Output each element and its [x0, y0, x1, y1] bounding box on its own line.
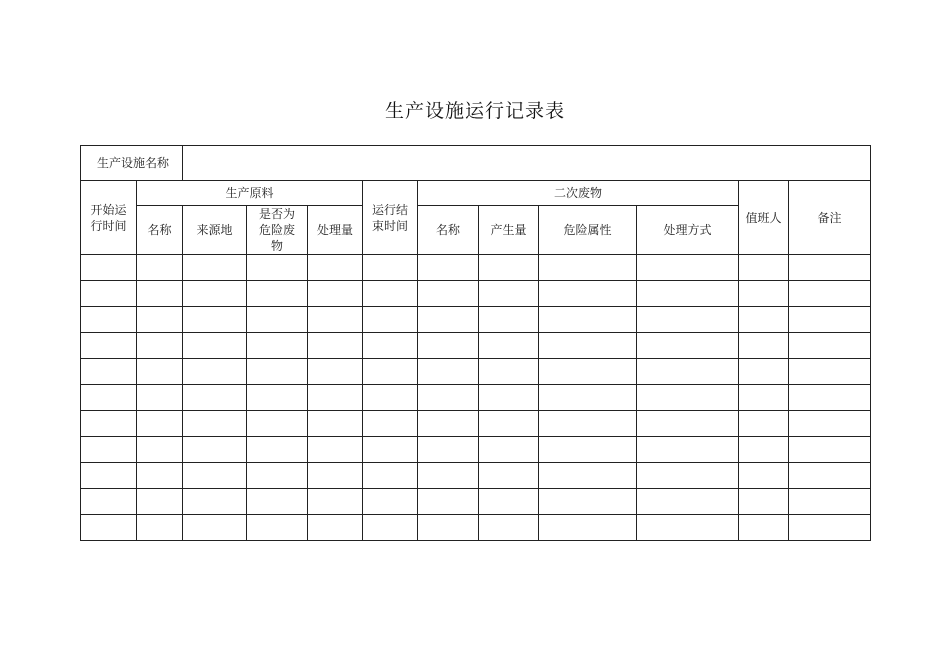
- operation-record-table: [80, 145, 871, 541]
- table-row: [81, 281, 871, 307]
- table-cell[interactable]: [183, 463, 247, 489]
- header-start-time: 开始运行时间: [81, 181, 137, 255]
- table-cell[interactable]: [637, 307, 739, 333]
- table-cell[interactable]: [137, 437, 183, 463]
- table-cell[interactable]: [539, 359, 637, 385]
- table-cell[interactable]: [81, 255, 137, 281]
- table-cell[interactable]: [308, 359, 363, 385]
- table-cell[interactable]: [418, 281, 479, 307]
- table-cell[interactable]: [247, 515, 308, 541]
- table-cell[interactable]: [789, 437, 871, 463]
- table-row: [81, 489, 871, 515]
- table-cell[interactable]: [247, 437, 308, 463]
- table-cell[interactable]: [137, 359, 183, 385]
- table-cell[interactable]: [308, 411, 363, 437]
- header-waste-name: 名称: [418, 206, 479, 255]
- table-cell[interactable]: [308, 489, 363, 515]
- table-cell[interactable]: [137, 385, 183, 411]
- table-cell[interactable]: [247, 359, 308, 385]
- table-cell[interactable]: [479, 411, 539, 437]
- table-row: [81, 307, 871, 333]
- table-cell[interactable]: [183, 255, 247, 281]
- table-cell[interactable]: [789, 515, 871, 541]
- table-cell[interactable]: [81, 437, 137, 463]
- table-cell[interactable]: [418, 463, 479, 489]
- table-cell[interactable]: [739, 255, 789, 281]
- header-remarks: 备注: [789, 181, 871, 255]
- table-cell[interactable]: [137, 307, 183, 333]
- table-cell[interactable]: [363, 385, 418, 411]
- table-cell[interactable]: [539, 385, 637, 411]
- table-cell[interactable]: [479, 515, 539, 541]
- table-cell[interactable]: [637, 281, 739, 307]
- table-cell[interactable]: [183, 515, 247, 541]
- table-cell[interactable]: [479, 255, 539, 281]
- table-cell[interactable]: [247, 411, 308, 437]
- table-cell[interactable]: [308, 385, 363, 411]
- table-cell[interactable]: [308, 463, 363, 489]
- table-cell[interactable]: [789, 281, 871, 307]
- table-cell[interactable]: [637, 463, 739, 489]
- table-cell[interactable]: [183, 437, 247, 463]
- table-row: [81, 411, 871, 437]
- header-row-1: [81, 181, 871, 206]
- table-cell[interactable]: [739, 385, 789, 411]
- table-cell[interactable]: [637, 359, 739, 385]
- header-waste-amount: 产生量: [479, 206, 539, 255]
- table-cell[interactable]: [137, 281, 183, 307]
- table-row: [81, 333, 871, 359]
- table-cell[interactable]: [789, 385, 871, 411]
- table-cell[interactable]: [137, 411, 183, 437]
- table-cell[interactable]: [308, 515, 363, 541]
- table-cell[interactable]: [739, 515, 789, 541]
- table-cell[interactable]: [739, 359, 789, 385]
- table-cell[interactable]: [539, 307, 637, 333]
- table-cell[interactable]: [247, 489, 308, 515]
- table-cell[interactable]: [247, 463, 308, 489]
- table-cell[interactable]: [637, 489, 739, 515]
- table-cell[interactable]: [789, 463, 871, 489]
- header-raw-materials: 生产原料: [137, 181, 363, 206]
- table-cell[interactable]: [418, 255, 479, 281]
- table-cell[interactable]: [418, 307, 479, 333]
- table-cell[interactable]: [418, 333, 479, 359]
- table-cell[interactable]: [789, 255, 871, 281]
- table-cell[interactable]: [539, 411, 637, 437]
- table-cell[interactable]: [418, 515, 479, 541]
- table-cell[interactable]: [363, 411, 418, 437]
- table-cell[interactable]: [81, 281, 137, 307]
- table-cell[interactable]: [363, 333, 418, 359]
- table-cell[interactable]: [739, 463, 789, 489]
- table-cell[interactable]: [363, 255, 418, 281]
- table-cell[interactable]: [637, 255, 739, 281]
- table-cell[interactable]: [479, 437, 539, 463]
- table-cell[interactable]: [247, 255, 308, 281]
- table-cell[interactable]: [363, 463, 418, 489]
- table-cell[interactable]: [418, 359, 479, 385]
- table-cell[interactable]: [308, 255, 363, 281]
- header-secondary-waste: 二次废物: [418, 181, 739, 206]
- table-cell[interactable]: [137, 463, 183, 489]
- table-cell[interactable]: [479, 307, 539, 333]
- header-waste-hazard-property: 危险属性: [539, 206, 637, 255]
- table-row: [81, 255, 871, 281]
- table-cell[interactable]: [539, 489, 637, 515]
- table-cell[interactable]: [539, 515, 637, 541]
- table-cell[interactable]: [539, 281, 637, 307]
- table-cell[interactable]: [789, 333, 871, 359]
- table-cell[interactable]: [539, 333, 637, 359]
- header-raw-name: 名称: [137, 206, 183, 255]
- table-cell[interactable]: [418, 385, 479, 411]
- table-cell[interactable]: [739, 281, 789, 307]
- header-on-duty: 值班人: [739, 181, 789, 255]
- table-cell[interactable]: [81, 333, 137, 359]
- table-cell[interactable]: [418, 489, 479, 515]
- table-cell[interactable]: [418, 411, 479, 437]
- table-cell[interactable]: [308, 333, 363, 359]
- table-cell[interactable]: [183, 385, 247, 411]
- table-cell[interactable]: [81, 489, 137, 515]
- table-cell[interactable]: [789, 489, 871, 515]
- table-cell[interactable]: [789, 359, 871, 385]
- table-cell[interactable]: [637, 515, 739, 541]
- table-cell[interactable]: [81, 359, 137, 385]
- table-cell[interactable]: [137, 515, 183, 541]
- facility-name-field[interactable]: [183, 146, 871, 181]
- table-cell[interactable]: [479, 281, 539, 307]
- header-end-time: 运行结束时间: [363, 181, 418, 255]
- table-cell[interactable]: [637, 333, 739, 359]
- table-cell[interactable]: [183, 281, 247, 307]
- table-cell[interactable]: [308, 307, 363, 333]
- table-cell[interactable]: [637, 437, 739, 463]
- table-cell[interactable]: [308, 281, 363, 307]
- table-cell[interactable]: [137, 255, 183, 281]
- table-cell[interactable]: [363, 437, 418, 463]
- table-row: [81, 385, 871, 411]
- table-cell[interactable]: [479, 463, 539, 489]
- facility-name-label: 生产设施名称: [81, 146, 183, 181]
- table-row: [81, 359, 871, 385]
- table-row: [81, 463, 871, 489]
- table-cell[interactable]: [637, 411, 739, 437]
- table-cell[interactable]: [183, 307, 247, 333]
- table-cell[interactable]: [81, 515, 137, 541]
- header-raw-quantity: 处理量: [308, 206, 363, 255]
- table-cell[interactable]: [363, 359, 418, 385]
- table-cell[interactable]: [137, 489, 183, 515]
- table-cell[interactable]: [539, 437, 637, 463]
- table-cell[interactable]: [247, 333, 308, 359]
- table-cell[interactable]: [183, 489, 247, 515]
- header-raw-source: 来源地: [183, 206, 247, 255]
- table-cell[interactable]: [539, 463, 637, 489]
- header-raw-is-hazardous: 是否为危险废物: [247, 206, 308, 255]
- table-cell[interactable]: [363, 515, 418, 541]
- table-cell[interactable]: [479, 359, 539, 385]
- table-cell[interactable]: [81, 411, 137, 437]
- table-cell[interactable]: [363, 307, 418, 333]
- table-cell[interactable]: [137, 333, 183, 359]
- table-cell[interactable]: [739, 411, 789, 437]
- table-cell[interactable]: [739, 437, 789, 463]
- table-cell[interactable]: [247, 281, 308, 307]
- table-cell[interactable]: [418, 437, 479, 463]
- page-title: 生产设施运行记录表: [384, 100, 565, 122]
- table-cell[interactable]: [479, 385, 539, 411]
- table-cell[interactable]: [308, 437, 363, 463]
- table-cell[interactable]: [363, 489, 418, 515]
- table-cell[interactable]: [789, 411, 871, 437]
- table-cell[interactable]: [81, 307, 137, 333]
- table-cell[interactable]: [539, 255, 637, 281]
- table-cell[interactable]: [81, 385, 137, 411]
- table-cell[interactable]: [247, 385, 308, 411]
- table-cell[interactable]: [247, 307, 308, 333]
- table-cell[interactable]: [183, 359, 247, 385]
- facility-name-row: [81, 146, 871, 181]
- table-row: [81, 437, 871, 463]
- table-cell[interactable]: [637, 385, 739, 411]
- header-waste-disposal-method: 处理方式: [637, 206, 739, 255]
- table-cell[interactable]: [183, 411, 247, 437]
- table-cell[interactable]: [739, 307, 789, 333]
- table-cell[interactable]: [739, 489, 789, 515]
- table-cell[interactable]: [183, 333, 247, 359]
- table-row: [81, 515, 871, 541]
- table-cell[interactable]: [363, 281, 418, 307]
- table-cell[interactable]: [479, 489, 539, 515]
- table-cell[interactable]: [789, 307, 871, 333]
- table-cell[interactable]: [739, 333, 789, 359]
- table-cell[interactable]: [81, 463, 137, 489]
- table-cell[interactable]: [479, 333, 539, 359]
